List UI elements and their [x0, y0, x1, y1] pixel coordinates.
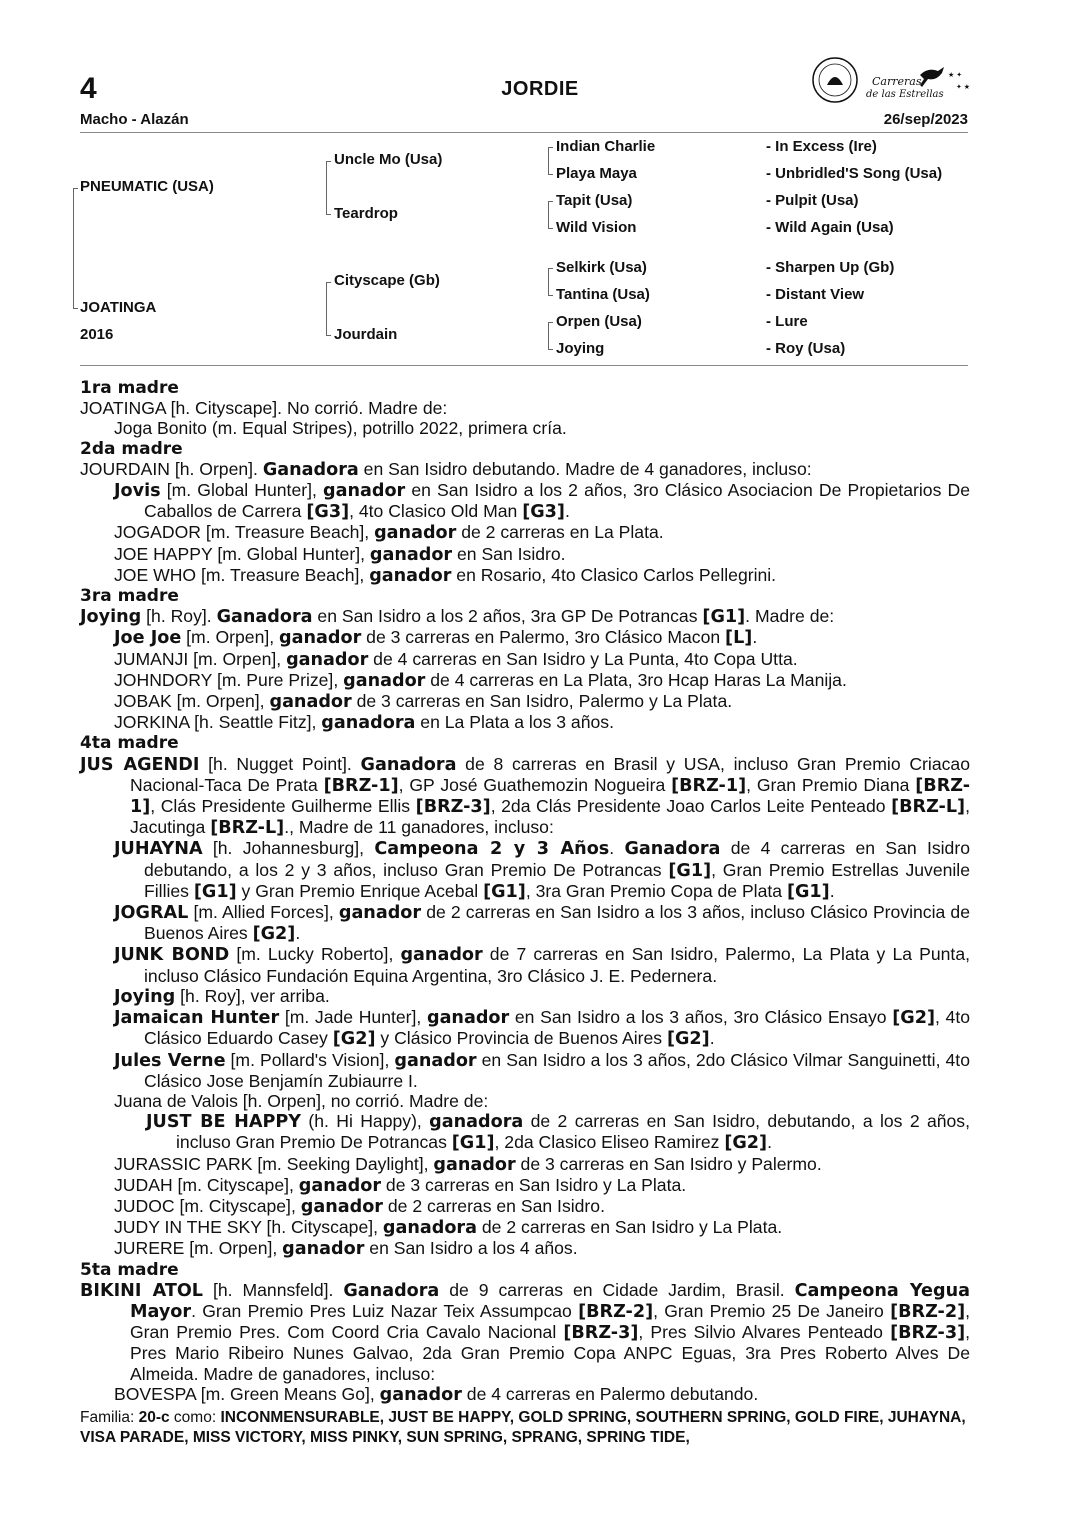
catalog-date: 26/sep/2023 — [883, 111, 968, 128]
horse-icon — [920, 67, 944, 87]
pedigree-dam: JOATINGA — [80, 299, 157, 316]
pedigree-gen4-1: - In Excess (Ire) — [766, 138, 877, 155]
entry-jogral: JOGRAL [m. Allied Forces], ganador de 2 carreras en San Isidro a los 3 años, incluso Clásico Provincia de Buenos Aires [G2]. — [114, 902, 970, 945]
heading-3ra-madre: 3ra madre — [80, 586, 179, 607]
event-logo — [810, 55, 970, 105]
entry-jovis: Jovis [m. Global Hunter], ganador en San Isidro a los 2 años, 3ro Clásico Asociacion De Propietarios De Caballos de Carrera [G3], 4to Clasico Old Man [G3]. — [114, 480, 970, 523]
pedigree-sire-dam: Teardrop — [334, 205, 398, 222]
pedigree-dam-dam: Jourdain — [334, 326, 398, 343]
pedigree-gen3-7: Orpen (Usa) — [556, 313, 642, 330]
pedigree-gen3-5: Selkirk (Usa) — [556, 259, 647, 276]
entry-bikini-atol: BIKINI ATOL [h. Mannsfeld]. Ganadora de 9 carreras en Cidade Jardim, Brasil. Campeona Yegua Mayor. Gran Premio Pres Luiz Nazar Teix Assumpcao [BRZ-2], Gran Premio 25 De Janeiro [BRZ-2], Gran Premio Pres. Com Coord Cria Cavalo Nacional [BRZ-3], Pres Silvio Alvares Penteado [BRZ-3], Pres Mario Ribeiro Nunes Galvao, 2da Gran Premio Copa ANPC Eguas, 3ra Pres Roberto Alves De Almeida. Madre de ganadores, incluso: — [80, 1279, 971, 1384]
pedigree-gen4-6: - Distant View — [766, 286, 865, 303]
entry-joying: Joying [h. Roy]. Ganadora en San Isidro a los 2 años, 3ra GP De Potrancas [G1]. Madre de: — [80, 606, 835, 628]
entry-judoc: JUDOC [m. Cityscape], ganador de 2 carreras en San Isidro. — [114, 1195, 605, 1217]
female-family-text — [80, 378, 970, 1405]
pedigree-gen4-3: - Pulpit (Usa) — [766, 192, 859, 209]
entry-joe-happy: JOE HAPPY [m. Global Hunter], ganador en San Isidro. — [114, 543, 566, 565]
family-members: INCONMENSURABLE, JUST BE HAPPY, GOLD SPRING, SOUTHERN SPRING, GOLD FIRE, JUHAYNA, VISA PARADE, MISS VICTORY, MISS PINKY, SUN SPRING, SPRANG, SPRING TIDE, — [80, 1409, 966, 1446]
entry-jus-agendi: JUS AGENDI [h. Nugget Point]. Ganadora de 8 carreras en Brasil y USA, incluso Gran Premio Criacao Nacional-Taca De Prata [BRZ-1], GP José Guathemozin Nogueira [BRZ-1], Gran Premio Diana [BRZ-1], Clás Presidente Guilherme Ellis [BRZ-3], 2da Clás Presidente Joao Carlos Leite Penteado [BRZ-L], Jacutinga [BRZ-L]., Madre de 11 ganadores, incluso: — [80, 753, 970, 839]
entry-junk-bond: JUNK BOND [m. Lucky Roberto], ganador de 7 carreras en San Isidro, Palermo, La Plata y La Punta, incluso Clásico Fundación Equina Argentina, 3ro Clásico J. E. Pedernera. — [114, 944, 970, 986]
entry-johndory: JOHNDORY [m. Pure Prize], ganador de 4 carreras en La Plata, 3ro Hcap Haras La Manija. — [114, 669, 847, 691]
svg-text:★ ✦: ★ ✦ — [948, 72, 963, 79]
pedigree-gen4-7: - Lure — [766, 313, 808, 330]
entry-jobak: JOBAK [m. Orpen], ganador de 3 carreras en San Isidro, Palermo y La Plata. — [114, 691, 733, 713]
entry-just-be-happy: JUST BE HAPPY (h. Hi Happy), ganadora de 2 carreras en San Isidro, debutando, a los 2 años, incluso Gran Premio De Potrancas [G1], 2da Clasico Eliseo Ramirez [G2]. — [146, 1111, 970, 1154]
entry-jurassic-park: JURASSIC PARK [m. Seeking Daylight], ganador de 3 carreras en San Isidro y Palermo. — [114, 1153, 822, 1175]
heading-5ta-madre: 5ta madre — [80, 1259, 179, 1280]
entry-jules-verne: Jules Verne [m. Pollard's Vision], ganador en San Isidro a los 3 años, 2do Clásico Vilmar Sanguinetti, 4to Clásico Jose Benjamín Zubiaurre I. — [114, 1049, 970, 1091]
pedigree-gen3-6: Tantina (Usa) — [556, 286, 650, 303]
family-line: Familia: 20-c como: INCONMENSURABLE, JUST BE HAPPY, GOLD SPRING, SOUTHERN SPRING, GOLD FIRE, JUHAYNA, VISA PARADE, MISS VICTORY, MISS PINKY, SUN SPRING, SPRANG, SPRING TIDE, — [80, 1409, 966, 1446]
pedigree-dam-sire: Cityscape (Gb) — [334, 272, 440, 289]
lot-number: 4 — [80, 72, 97, 105]
entry-juana-de-valois: Juana de Valois [h. Orpen], no corrió. Madre de: — [114, 1090, 489, 1111]
pedigree-gen4-5: - Sharpen Up (Gb) — [766, 259, 895, 276]
entry-jamaican-hunter: Jamaican Hunter [m. Jade Hunter], ganador en San Isidro a los 3 años, 3ro Clásico Ensayo [G2], 4to Clásico Eduardo Casey [G2] y Clásico Provincia de Buenos Aires [G2]. — [114, 1007, 970, 1050]
svg-text:Carreras: Carreras — [872, 75, 922, 88]
pedigree-gen3-4: Wild Vision — [556, 219, 637, 236]
entry-jorkina: JORKINA [h. Seattle Fitz], ganadora en La Plata a los 3 años. — [114, 712, 614, 734]
heading-2da-madre: 2da madre — [80, 438, 183, 459]
pedigree-gen3-1: Indian Charlie — [556, 138, 656, 155]
entry-joying-ref: Joying [h. Roy], ver arriba. — [114, 985, 330, 1007]
entry-joe-joe: Joe Joe [m. Orpen], ganador de 3 carreras en Palermo, 3ro Clásico Macon [L]. — [114, 627, 758, 649]
pedigree-year: 2016 — [80, 326, 114, 343]
entry-joe-who: JOE WHO [m. Treasure Beach], ganador en Rosario, 4to Clasico Carlos Pellegrini. — [114, 564, 777, 586]
heading-1ra-madre: 1ra madre — [80, 378, 179, 398]
svg-text:de las Estrellas: de las Estrellas — [866, 89, 944, 100]
pedigree-gen4-2: - Unbridled'S Song (Usa) — [766, 165, 943, 182]
entry-jumanji: JUMANJI [m. Orpen], ganador de 4 carreras en San Isidro y La Punta, 4to Copa Utta. — [114, 648, 798, 670]
entry-joatinga: JOATINGA [h. Cityscape]. No corrió. Madre de: — [80, 398, 448, 419]
heading-4ta-madre: 4ta madre — [80, 733, 179, 754]
entry-jogador: JOGADOR [m. Treasure Beach], ganador de 2 carreras en La Plata. — [114, 522, 664, 544]
pedigree-gen3-3: Tapit (Usa) — [556, 192, 633, 209]
sex-color: Macho - Alazán — [80, 111, 189, 128]
pedigree-sire-sire: Uncle Mo (Usa) — [334, 151, 443, 168]
entry-jourdain: JOURDAIN [h. Orpen]. Ganadora en San Isidro debutando. Madre de 4 ganadores, incluso: — [80, 458, 812, 480]
pedigree-gen4-4: - Wild Again (Usa) — [766, 219, 894, 236]
entry-jurere: JURERE [m. Orpen], ganador en San Isidro a los 4 años. — [114, 1238, 578, 1260]
entry-judah: JUDAH [m. Cityscape], ganador de 3 carreras en San Isidro y La Plata. — [114, 1174, 687, 1196]
pedigree-gen4-8: - Roy (Usa) — [766, 340, 846, 357]
horse-name: JORDIE — [501, 78, 579, 100]
entry-joga-bonito: Joga Bonito (m. Equal Stripes), potrillo 2022, primera cría. — [114, 418, 567, 439]
pedigree-gen3-8: Joying — [556, 340, 605, 357]
svg-text:✦ ★: ✦ ★ — [956, 84, 970, 91]
pedigree-sire: PNEUMATIC (USA) — [80, 178, 214, 195]
entry-judy-in-the-sky: JUDY IN THE SKY [h. Cityscape], ganadora de 2 carreras en San Isidro y La Plata. — [114, 1217, 783, 1239]
entry-bovespa: BOVESPA [m. Green Means Go], ganador de 4 carreras en Palermo debutando. — [114, 1383, 759, 1405]
pedigree-gen3-2: Playa Maya — [556, 165, 637, 182]
entry-juhayna: JUHAYNA [h. Johannesburg], Campeona 2 y 3 Años. Ganadora de 4 carreras en San Isidro debutando, a los 2 y 3 años, incluso Gran Premio De Potrancas [G1], Gran Premio Estrellas Juvenile Fillies [G1] y Gran Premio Enrique Acebal [G1], 3ra Gran Premio Copa de Plata [G1]. — [114, 838, 970, 902]
